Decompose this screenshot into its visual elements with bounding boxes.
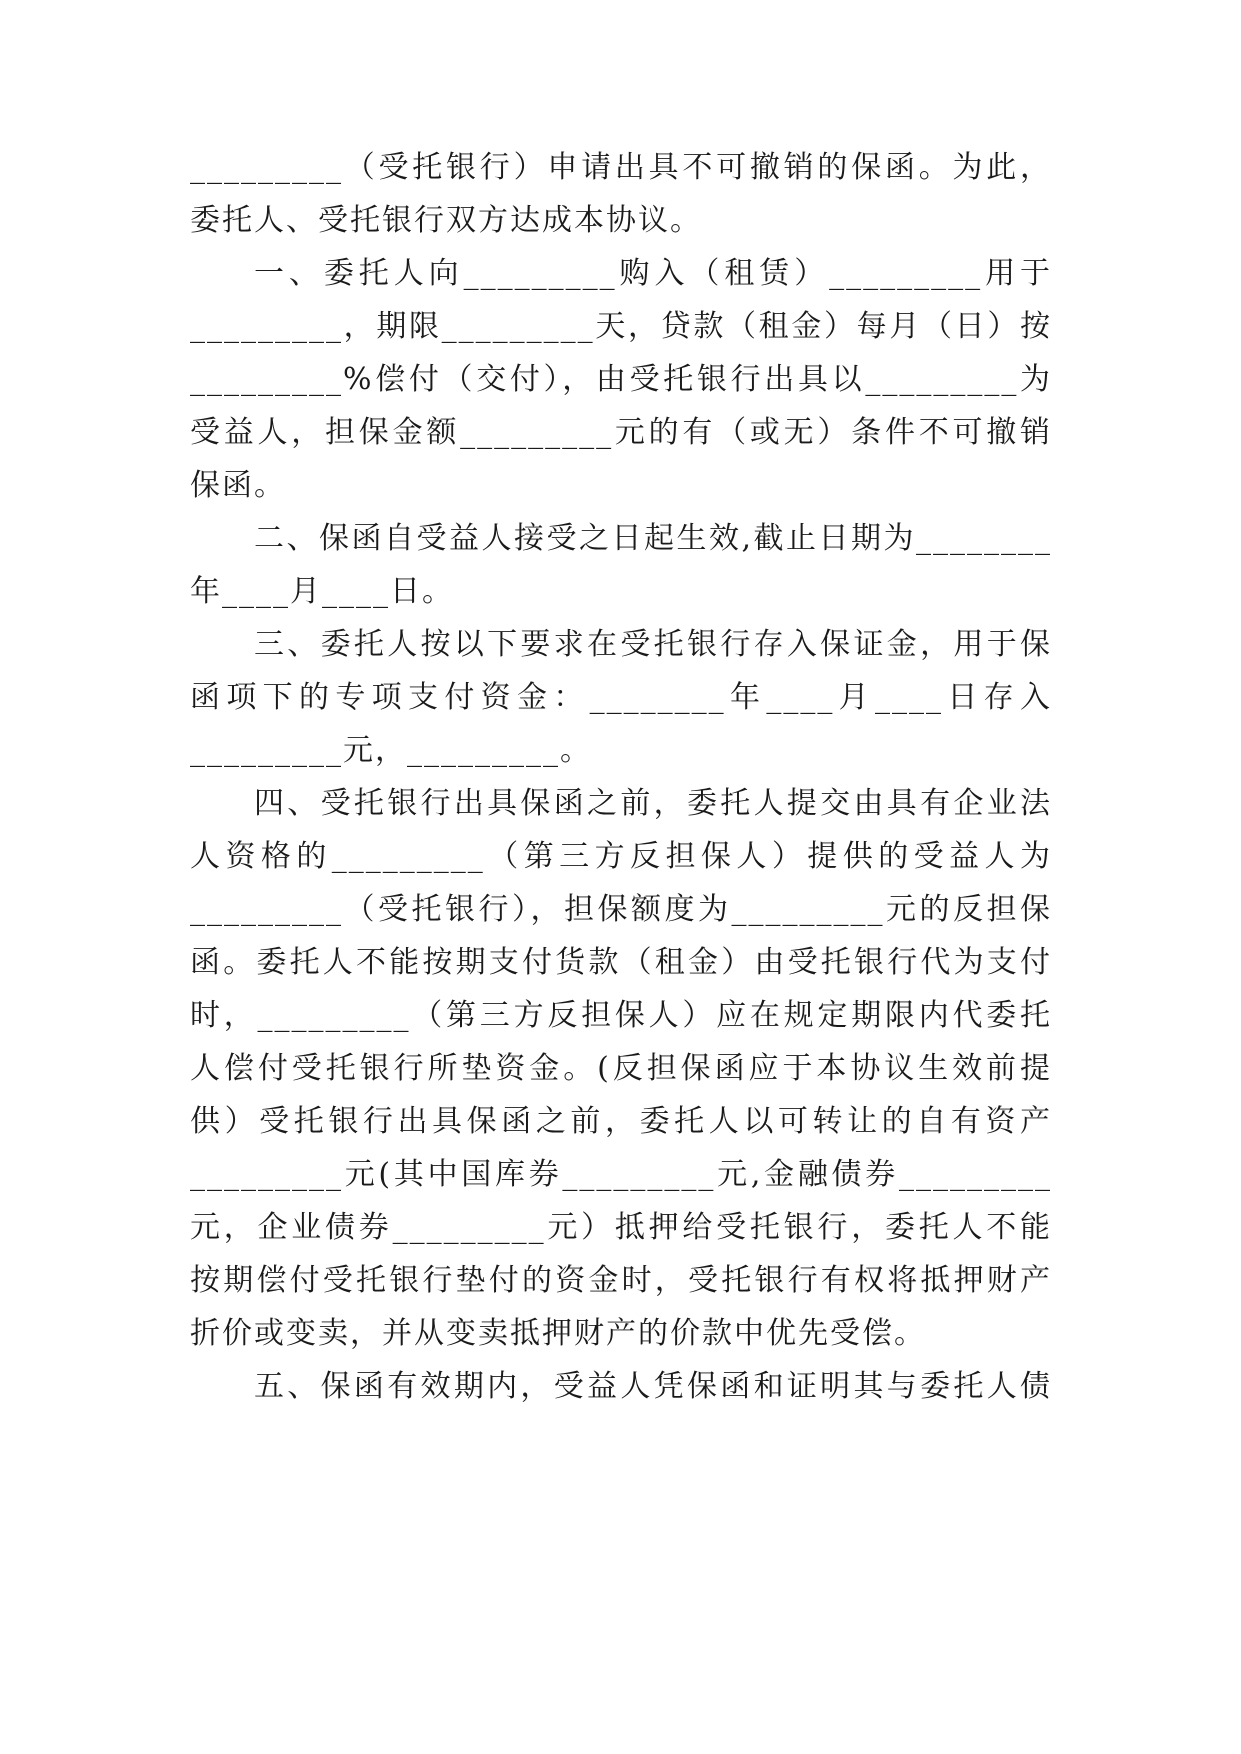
text-line-13: 四、受托银行出具保函之前，委托人提交由具有企业法	[254, 786, 1052, 821]
text-line-3: 一、委托人向_________购入（租赁）_________用于	[254, 256, 1052, 291]
text-line-14: 人资格的_________（第三方反担保人）提供的受益人为	[190, 839, 1052, 874]
text-line-11: 函项下的专项支付资金：________年____月____日存入	[190, 680, 1052, 715]
text-line-10: 三、委托人按以下要求在受托银行存入保证金，用于保	[254, 627, 1052, 662]
text-line-15: _________（受托银行），担保额度为_________元的反担保	[190, 892, 1052, 927]
text-line-6: 受益人，担保金额_________元的有（或无）条件不可撤销	[190, 415, 1052, 450]
text-line-22: 按期偿付受托银行垫付的资金时，受托银行有权将抵押财产	[190, 1263, 1052, 1298]
text-line-20: _________元(其中国库券_________元,金融债券_________	[190, 1157, 1052, 1192]
text-line-24: 五、保函有效期内，受益人凭保函和证明其与委托人债	[254, 1369, 1052, 1404]
text-line-18: 人偿付受托银行所垫资金。(反担保函应于本协议生效前提	[190, 1051, 1052, 1086]
text-line-1: _________（受托银行）申请出具不可撤销的保函。为此，	[190, 150, 1052, 185]
text-line-5: _________%偿付（交付），由受托银行出具以_________为	[190, 362, 1052, 397]
text-line-4: _________，期限_________天，贷款（租金）每月（日）按	[190, 309, 1052, 344]
text-line-9: 年____月____日。	[190, 574, 454, 609]
text-line-16: 函。委托人不能按期支付货款（租金）由受托银行代为支付	[190, 945, 1052, 980]
text-line-19: 供）受托银行出具保函之前，委托人以可转让的自有资产	[190, 1104, 1052, 1139]
text-line-2: 委托人、受托银行双方达成本协议。	[190, 203, 702, 238]
text-line-17: 时，_________（第三方反担保人）应在规定期限内代委托	[190, 998, 1052, 1033]
text-line-23: 折价或变卖，并从变卖抵押财产的价款中优先受偿。	[190, 1316, 926, 1351]
text-line-21: 元，企业债券_________元）抵押给受托银行，委托人不能	[190, 1210, 1052, 1245]
text-line-8: 二、保函自受益人接受之日起生效,截止日期为________	[254, 521, 1052, 556]
text-line-12: _________元，_________。	[190, 733, 592, 768]
text-line-7: 保函。	[190, 468, 286, 503]
